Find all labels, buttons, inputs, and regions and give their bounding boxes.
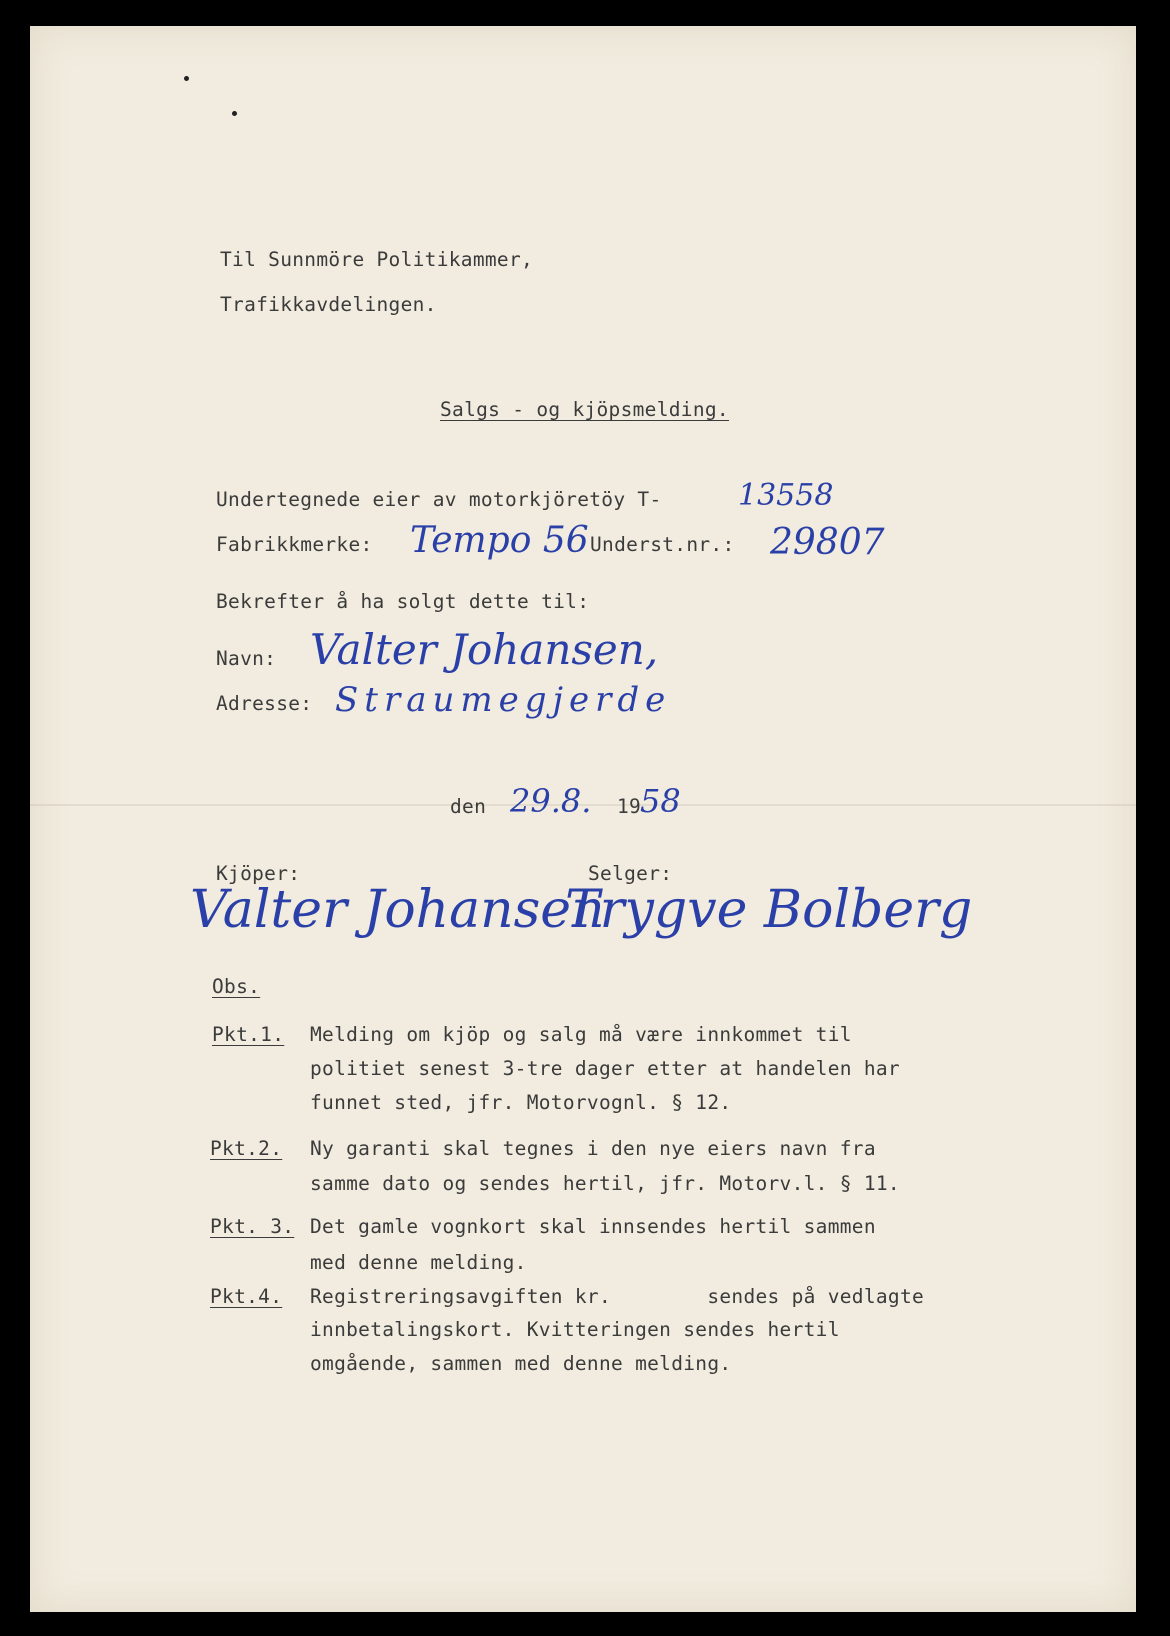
- note-4-line-2: innbetalingskort. Kvitteringen sendes hertil: [310, 1318, 840, 1341]
- date-prefix: den: [450, 795, 487, 818]
- chassis-label: Underst.nr.:: [590, 533, 735, 556]
- note-2-line-1: Ny garanti skal tegnes i den nye eiers navn fra: [310, 1137, 876, 1160]
- owner-label: Undertegnede eier av motorkjöretöy T-: [216, 488, 662, 511]
- confirm-text: Bekrefter å ha solgt dette til:: [216, 590, 590, 613]
- note-3-line-1: Det gamle vognkort skal innsendes hertil sammen: [310, 1215, 876, 1238]
- note-1-line-2: politiet senest 3-tre dager etter at handelen har: [310, 1057, 900, 1080]
- buyer-signature: Valter Johansen: [190, 880, 605, 940]
- note-1-line-3: funnet sted, jfr. Motorvognl. § 12.: [310, 1091, 732, 1114]
- note-3-line-2: med denne melding.: [310, 1251, 527, 1274]
- date-handwritten: 29.8.: [510, 782, 592, 820]
- note-4-line-3: omgående, sammen med denne melding.: [310, 1352, 732, 1375]
- note-2-label: Pkt.2.: [210, 1137, 283, 1160]
- year-printed: 19: [617, 795, 642, 818]
- note-4-line-1: Registreringsavgiften kr. sendes på vedlagte: [310, 1285, 925, 1308]
- document-title: Salgs - og kjöpsmelding.: [440, 398, 729, 421]
- name-label: Navn:: [216, 647, 277, 670]
- buyer-label: Kjöper:: [216, 862, 301, 885]
- addressee-line-1: Til Sunnmöre Politikammer,: [220, 248, 534, 271]
- note-2-line-2: samme dato og sendes hertil, jfr. Motorv.l. § 11.: [310, 1172, 900, 1195]
- addressee-line-2: Trafikkavdelingen.: [220, 293, 437, 316]
- ink-mark: [232, 111, 237, 116]
- seller-signature: Trygve Bolberg: [565, 880, 973, 940]
- note-4-label: Pkt.4.: [210, 1285, 283, 1308]
- note-3-label: Pkt. 3.: [210, 1215, 295, 1238]
- name-handwritten: Valter Johansen,: [310, 625, 659, 674]
- make-label: Fabrikkmerke:: [216, 533, 373, 556]
- chassis-handwritten: 29807: [770, 522, 885, 563]
- year-handwritten: 58: [640, 782, 681, 820]
- address-handwritten: Straumegjerde: [335, 680, 672, 720]
- note-1-line-1: Melding om kjöp og salg må være innkommet til: [310, 1023, 852, 1046]
- address-label: Adresse:: [216, 692, 313, 715]
- seller-label: Selger:: [588, 862, 673, 885]
- notes-heading: Obs.: [212, 975, 261, 998]
- make-handwritten: Tempo 56: [410, 520, 589, 561]
- owner-registration-handwritten: 13558: [738, 478, 834, 513]
- ink-mark: [184, 76, 189, 81]
- note-1-label: Pkt.1.: [212, 1023, 285, 1046]
